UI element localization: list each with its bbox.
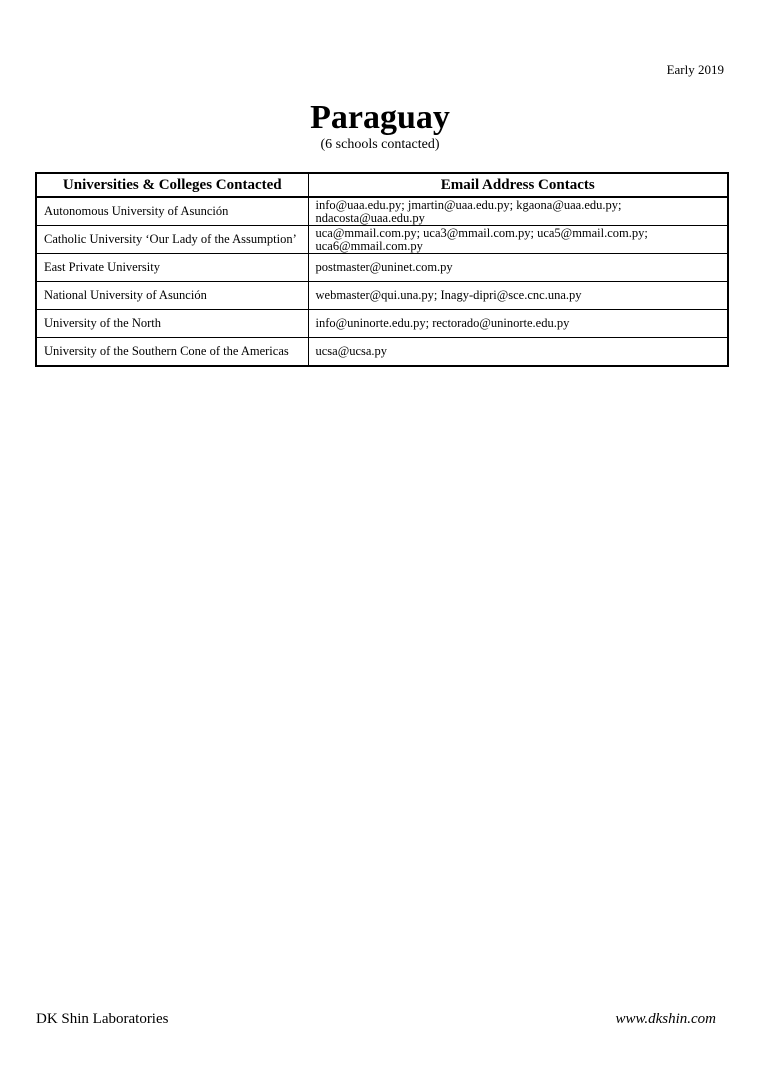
column-header-emails: Email Address Contacts [308,173,728,197]
table-row [36,254,728,282]
table-row [36,338,728,367]
table-header-row [36,173,728,197]
university-cell: East Private University [36,254,308,282]
email-cell: uca@mmail.com.py; uca3@mmail.com.py; uca5@mmail.com.py; uca6@mmail.com.py [308,226,728,254]
table-row [36,310,728,338]
university-cell: Autonomous University of Asunción [36,197,308,226]
document-date: Early 2019 [666,62,724,77]
university-cell: University of the Southern Cone of the Americas [36,338,308,367]
page-title: Paraguay [310,99,450,136]
email-cell: ucsa@ucsa.py [308,338,728,367]
table-row [36,226,728,254]
university-cell: University of the North [36,310,308,338]
university-cell: National University of Asunción [36,282,308,310]
university-cell: Catholic University ‘Our Lady of the Assumption’ [36,226,308,254]
table-row [36,197,728,226]
column-header-universities: Universities & Colleges Contacted [36,173,308,197]
page-subtitle: (6 schools contacted) [320,137,440,152]
email-cell: info@uaa.edu.py; jmartin@uaa.edu.py; kgaona@uaa.edu.py; ndacosta@uaa.edu.py [308,197,728,226]
footer-organization: DK Shin Laboratories [36,1011,169,1027]
footer-website: www.dkshin.com [615,1011,716,1027]
email-cell: postmaster@uninet.com.py [308,254,728,282]
email-cell: webmaster@qui.una.py; Inagy-dipri@sce.cnc.una.py [308,282,728,310]
table-row [36,282,728,310]
email-cell: info@uninorte.edu.py; rectorado@uninorte.edu.py [308,310,728,338]
contacts-table [35,172,729,367]
